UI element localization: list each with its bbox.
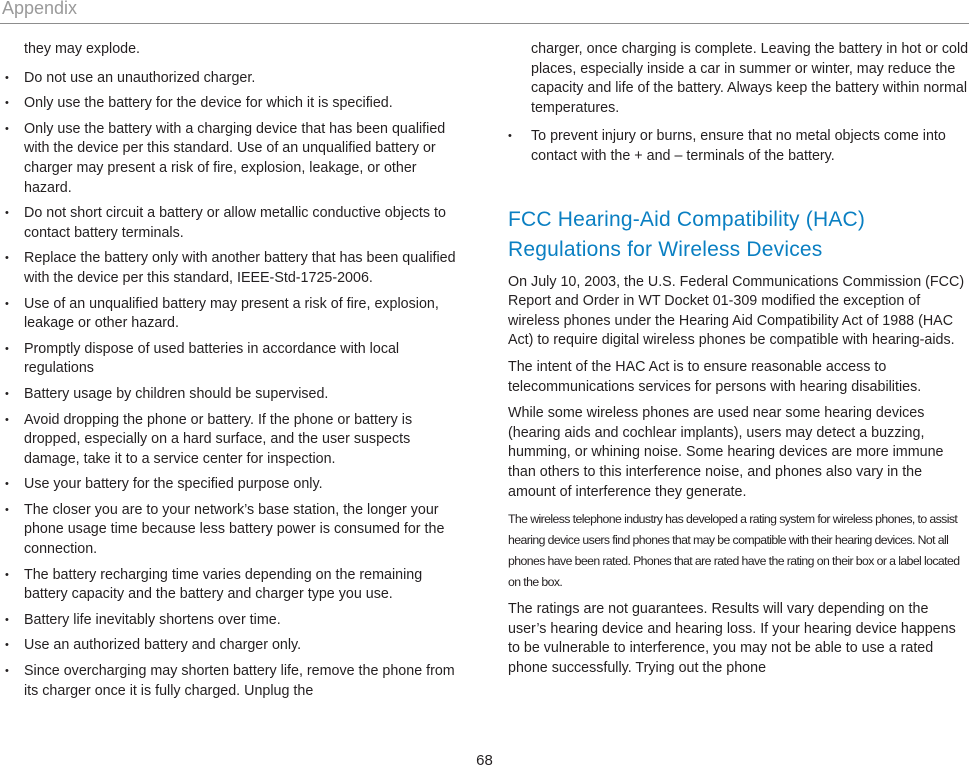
bullet-icon: •: [5, 122, 9, 135]
list-item-text: Do not short circuit a battery or allow metallic conductive objects to contact battery terminals.: [24, 205, 446, 241]
list-item: [6, 249, 464, 288]
bullet-icon: •: [508, 130, 512, 143]
list-item: [6, 385, 464, 405]
list-item-text: Use your battery for the specified purpose only.: [24, 476, 323, 493]
list-item: [6, 120, 464, 198]
list-item: [6, 662, 464, 701]
list-item-text: Battery usage by children should be supervised.: [24, 385, 329, 402]
hac-section-heading: FCC Hearing-Aid Compatibility (HAC) Regulations for Wireless Devices: [508, 207, 866, 261]
paragraph: The ratings are not guarantees. Results will vary depending on the user’s hearing device and hearing loss. If your hearing device happens to be vulnerable to interference, you may not be able to use a rated phone successfully. Trying out the phone: [508, 601, 956, 676]
list-item: [6, 475, 464, 495]
bullet-icon: •: [5, 478, 9, 491]
bullet-icon: •: [5, 207, 9, 220]
list-item-text: Only use the battery for the device for which it is specified.: [24, 95, 393, 112]
list-item-text: Since overcharging may shorten battery life, remove the phone from its charger once it is fully charged. Unplug the: [24, 663, 455, 699]
bullet-icon: •: [5, 387, 9, 400]
list-item: [508, 127, 969, 166]
continued-text: charger, once charging is complete. Leaving the battery in hot or cold places, especially inside a car in summer or winter, may reduce the capacity and life of the battery. Always keep the battery within normal temperatures.: [531, 41, 969, 116]
bullet-icon: •: [5, 252, 9, 265]
right-column: [508, 40, 969, 685]
bullet-icon: •: [5, 71, 9, 84]
list-item-text: Use of an unqualified battery may present a risk of fire, explosion, leakage or other hazard.: [24, 295, 439, 332]
continued-text: they may explode.: [24, 41, 141, 57]
bullet-icon: •: [5, 639, 9, 652]
battery-safety-list: [6, 69, 464, 702]
list-item: [6, 501, 464, 560]
list-item: [6, 636, 464, 656]
paragraph: On July 10, 2003, the U.S. Federal Communications Commission (FCC) Report and Order in WT Docket 01-309 modified the exception of wireless phones under the Hearing Aid Compatibility Act of 1988 (HAC Act) to require digital wireless phones be compatible with hearing-aids.: [508, 273, 965, 349]
list-item: [6, 340, 464, 379]
list-item-text: Battery life inevitably shortens over time.: [24, 611, 281, 628]
list-item: [6, 295, 464, 334]
bullet-icon: •: [5, 342, 9, 355]
bullet-icon: •: [5, 503, 9, 516]
list-item-text: Promptly dispose of used batteries in accordance with local regulations: [24, 340, 400, 377]
paragraph: While some wireless phones are used near some hearing devices (hearing aids and cochlear implants), users may detect a buzzing, humming, or whining noise. Some hearing devices are more immune than others to this interference noise, and phones also vary in the amount of interference they generate.: [508, 405, 944, 500]
header-divider: [0, 23, 969, 24]
list-item-text: Replace the battery only with another battery that has been qualified with the device per this standard, IEEE-Std-1725-2006.: [24, 250, 456, 286]
page-number: 68: [476, 752, 493, 769]
list-item-text: Do not use an unauthorized charger.: [24, 69, 256, 86]
list-item: [6, 94, 464, 114]
page-header: [0, 0, 969, 24]
list-item: [6, 611, 464, 631]
list-item: [6, 69, 464, 89]
list-item-text: The battery recharging time varies depending on the remaining battery capacity and the battery and charger type you use.: [24, 566, 423, 603]
battery-safety-list-continued: [508, 127, 969, 166]
list-item-text: Only use the battery with a charging device that has been qualified with the device per this standard. Use of an unqualified battery or charger may present a risk of fire, explosion, leakage, or other hazard.: [24, 120, 446, 196]
rating-system-paragraph: The wireless telephone industry has developed a rating system for wireless phones, to assist hearing device users find phones that may be compatible with their hearing devices. Not all phones have been rated. Phones that are rated have the rating on their box or a label located on the box.: [508, 512, 960, 590]
section-title: Appendix: [2, 0, 78, 18]
list-item-text: The closer you are to your network’s base station, the longer your phone usage time because less battery power is consumed for the connection.: [24, 501, 445, 558]
list-item: [6, 204, 464, 243]
bullet-icon: •: [5, 97, 9, 110]
list-item: [6, 566, 464, 605]
bullet-icon: •: [5, 568, 9, 581]
bullet-icon: •: [5, 413, 9, 426]
list-item-text: Avoid dropping the phone or battery. If the phone or battery is dropped, especially on a hard surface, and the user suspects damage, take it to a service center for inspection.: [24, 411, 413, 467]
bullet-icon: •: [5, 297, 9, 310]
bullet-icon: •: [5, 665, 9, 678]
list-item: [6, 411, 464, 470]
left-column: [6, 40, 464, 707]
list-item-text: Use an authorized battery and charger only.: [24, 637, 302, 654]
paragraph: The intent of the HAC Act is to ensure reasonable access to telecommunications services for persons with hearing disabilities.: [508, 358, 922, 395]
bullet-icon: •: [5, 613, 9, 626]
list-item-text: To prevent injury or burns, ensure that no metal objects come into contact with the + and – terminals of the battery.: [531, 128, 946, 164]
